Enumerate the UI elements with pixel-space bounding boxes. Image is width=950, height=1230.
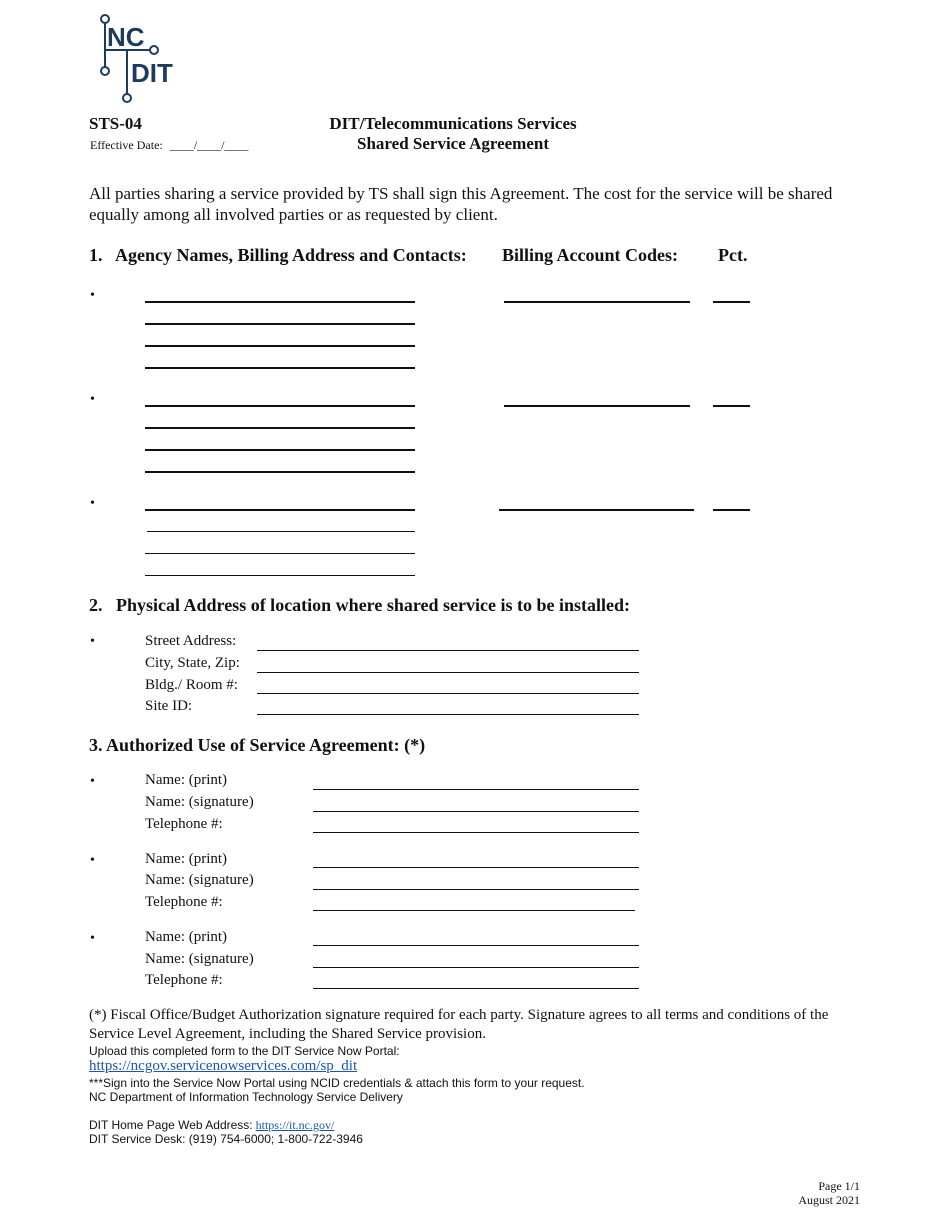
form-id: STS-04 [89,114,142,133]
signer1-name-signature-label: Name: (signature) [145,794,254,810]
party1-address-line1[interactable] [145,323,415,325]
party3-pct-line[interactable] [713,509,750,511]
signer2-name-print-label: Name: (print) [145,851,228,867]
party1-address-line2[interactable] [145,345,415,347]
party3-agency-line[interactable] [145,509,415,511]
street-address-field[interactable] [257,650,639,651]
document-subtitle: Shared Service Agreement [357,134,549,153]
signer1-name-print-field[interactable] [313,789,639,790]
section2-heading: 2. Physical Address of location where shared service is to be installed: [89,595,630,615]
upload-instructions: Upload this completed form to the DIT Service Now Portal: [89,1044,400,1058]
signer2-signature-field[interactable] [313,889,639,890]
home-page-label: DIT Home Page Web Address: [89,1118,253,1132]
address-bullet: • [90,634,95,649]
signer3-telephone-label: Telephone #: [145,972,223,988]
fiscal-note: (*) Fiscal Office/Budget Authorization signature required for each party. Signature agrees to all terms and conditions of the Service Level Agreement, including the Shared Service provision. [89,1007,829,1042]
document-title: DIT/Telecommunications Services [329,114,577,133]
party2-billing-code-line[interactable] [504,405,690,407]
signer3-name-signature-label: Name: (signature) [145,951,254,967]
home-page-line [89,1118,334,1133]
party2-agency-line[interactable] [145,405,415,407]
service-desk: DIT Service Desk: (919) 754-6000; 1-800-722-3946 [89,1132,363,1146]
portal-link[interactable]: https://ncgov.servicenowservices.com/sp_dit [89,1058,358,1074]
party3-address-line1[interactable] [147,531,415,532]
intro-paragraph: All parties sharing a service provided by TS shall sign this Agreement. The cost for the service will be shared equally among all involved parties or as requested by client. [89,184,833,224]
party2-bullet: • [90,392,95,407]
party3-billing-code-line[interactable] [499,509,694,511]
signin-note: ***Sign into the Service Now Portal using NCID credentials & attach this form to your request. [89,1076,585,1090]
party2-pct-line[interactable] [713,405,750,407]
signer2-telephone-label: Telephone #: [145,894,223,910]
section1-codes-header: Billing Account Codes: [502,245,679,265]
signer2-name-print-field[interactable] [313,867,639,868]
signer1-telephone-label: Telephone #: [145,816,223,832]
party2-address-line2[interactable] [145,449,415,451]
party3-bullet: • [90,496,95,511]
effective-date-label: Effective Date: ____/____/____ [90,138,249,152]
city-state-zip-label: City, State, Zip: [145,655,240,671]
party3-contact-line[interactable] [145,575,415,576]
signer1-name-print-label: Name: (print) [145,772,228,788]
party2-contact-line[interactable] [145,471,415,473]
signer1-bullet: • [90,774,95,789]
signer3-telephone-field[interactable] [313,988,639,989]
home-page-link[interactable]: https://it.nc.gov/ [255,1118,335,1132]
logo-nc-text: NC [107,22,145,52]
nc-dit-logo [95,12,185,107]
street-address-label: Street Address: [145,633,237,649]
signer2-telephone-field[interactable] [313,910,635,911]
party1-contact-line[interactable] [145,367,415,369]
bldg-room-field[interactable] [257,693,639,694]
site-id-field[interactable] [257,714,639,715]
signer1-telephone-field[interactable] [313,832,639,833]
party1-bullet: • [90,288,95,303]
section1-pct-header: Pct. [718,245,748,265]
logo-dit-text: DIT [131,58,173,88]
city-state-zip-field[interactable] [257,672,639,673]
revision-date: August 2021 [798,1193,860,1207]
signer2-name-signature-label: Name: (signature) [145,872,254,888]
bldg-room-label: Bldg./ Room #: [145,677,238,693]
page-number: Page 1/1 [818,1179,860,1193]
signer3-bullet: • [90,931,95,946]
signer3-name-print-field[interactable] [313,945,639,946]
department-name: NC Department of Information Technology Service Delivery [89,1090,403,1104]
party2-address-line1[interactable] [145,427,415,429]
effective-date-value: ____/____/____ [169,138,249,152]
site-id-label: Site ID: [145,698,193,714]
party3-address-line2[interactable] [145,553,415,554]
section3-heading: 3. Authorized Use of Service Agreement: (*) [89,735,426,755]
signer3-signature-field[interactable] [313,967,639,968]
party1-pct-line[interactable] [713,301,750,303]
signer1-signature-field[interactable] [313,811,639,812]
party1-billing-code-line[interactable] [504,301,690,303]
party1-agency-line[interactable] [145,301,415,303]
section1-heading: 1. Agency Names, Billing Address and Contacts: [89,245,467,265]
signer2-bullet: • [90,853,95,868]
signer3-name-print-label: Name: (print) [145,929,228,945]
